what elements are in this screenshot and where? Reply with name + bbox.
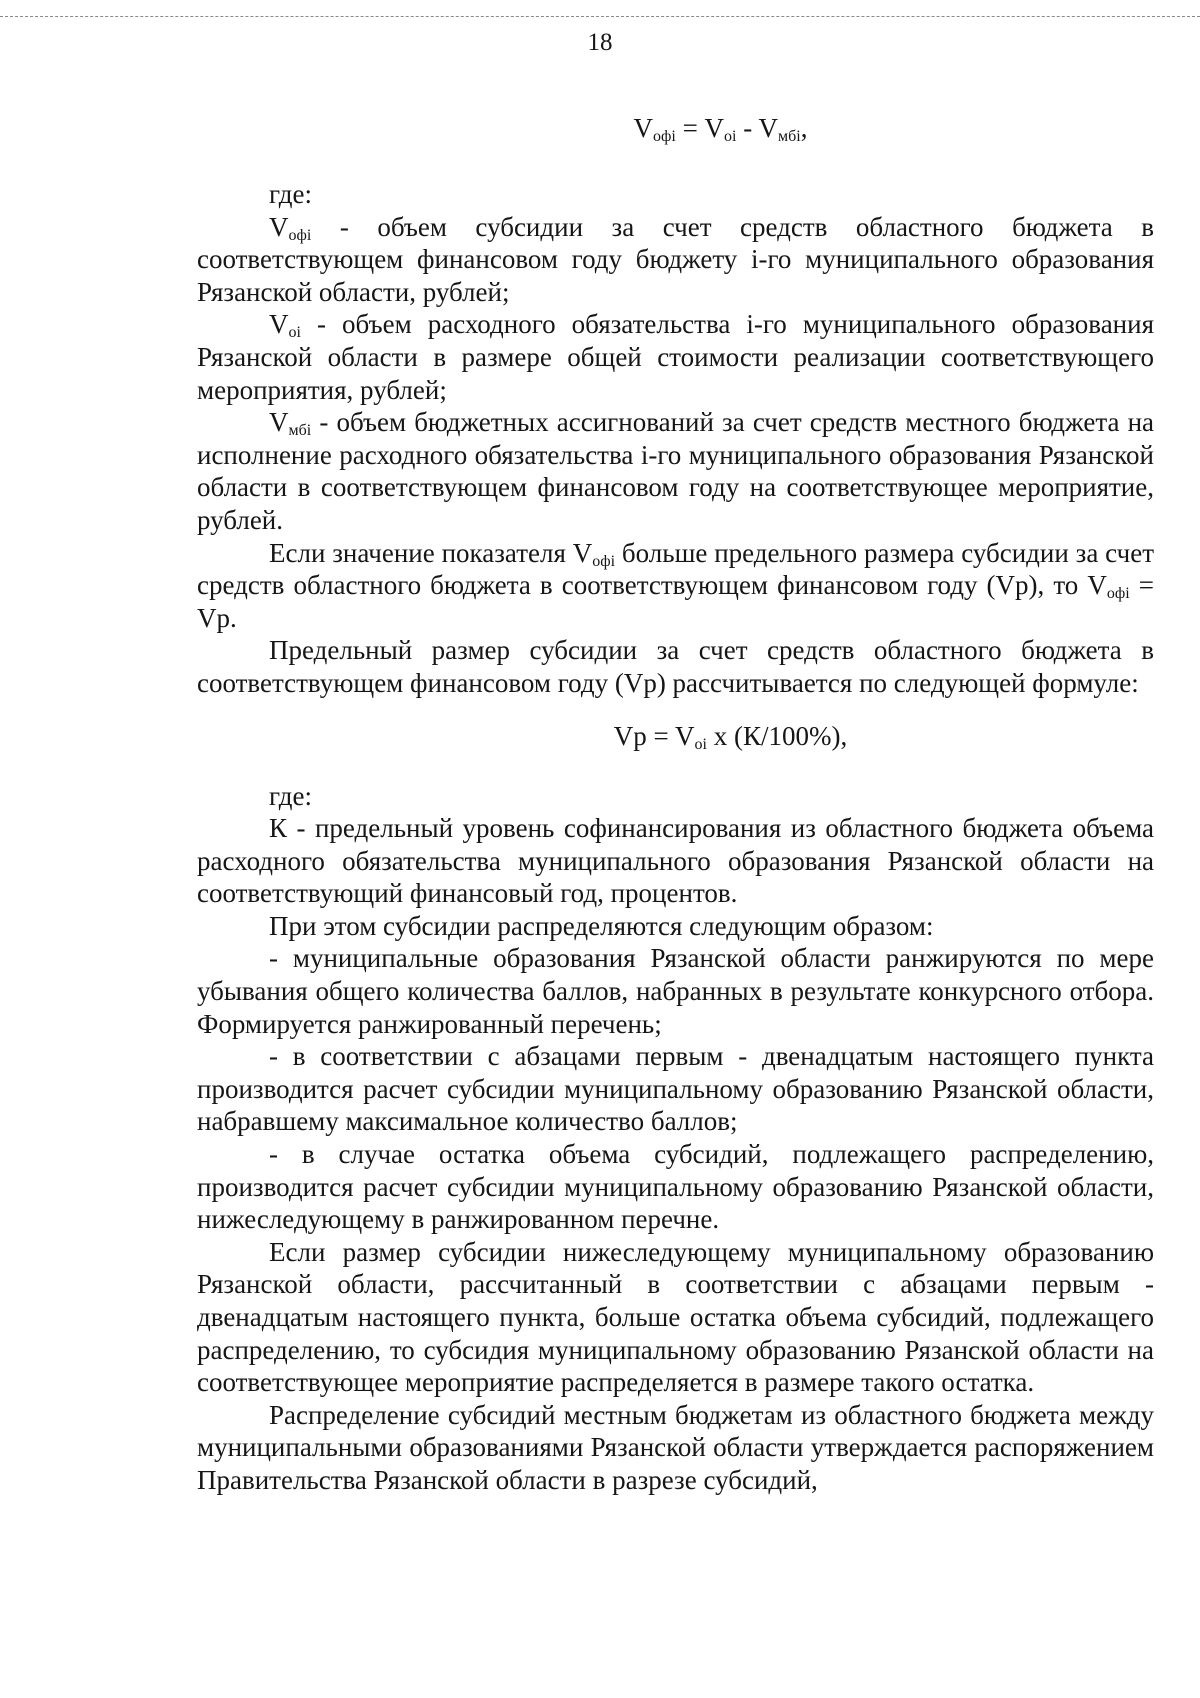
page-number: 18 xyxy=(587,29,613,56)
formula-subsidy-volume xyxy=(197,112,1154,178)
definition-voi xyxy=(197,308,1154,406)
paragraph-formula-intro: Предельный размер субсидии за счет средств областного бюджета в соответствующем финансовом году (Vp) рассчитывается по следующей формуле: xyxy=(197,635,1154,698)
definition-subscript: мбі xyxy=(288,422,312,440)
definition-vmbi xyxy=(197,406,1154,536)
where-label: где: xyxy=(269,780,312,811)
scan-edge-line xyxy=(0,16,1200,17)
formula-symbol: V xyxy=(704,113,725,143)
formula-limit-size xyxy=(197,720,1154,780)
paragraph-subscript: офі xyxy=(592,552,616,570)
definition-subscript: офі xyxy=(288,226,312,244)
paragraph-limit-condition xyxy=(197,537,1154,635)
definition-symbol: V xyxy=(269,211,289,242)
paragraph-text: Если значение показателя V xyxy=(269,537,593,568)
formula-symbol: V xyxy=(758,113,779,143)
definition-text: - объем бюджетных ассигнований за счет средств местного бюджета на исполнение расходного обязательства i-го муниципального образования Рязанской области в соответствующем финансовом году на соответствующее мероприятие, рублей. xyxy=(197,407,1154,535)
paragraph-text: = Vp. xyxy=(197,570,1154,633)
definition-symbol: V xyxy=(269,407,289,438)
formula-subscript: мбі xyxy=(778,128,801,145)
paragraph-remainder: Если размер субсидии нижеследующему муниципальному образованию Рязанской области, рассчитанный в соответствии с абзацами первым - двенадцатым настоящего пункта, больше остатка объема субсидий, подлежащего распределению, то субсидия муниципальному образованию Рязанской области на соответствующее мероприятие распределяется в размере такого остатка. xyxy=(197,1236,1154,1398)
paragraph-text: больше предельного размера субсидии за счет средств областного бюджета в соответствующем финансовом году (Vp), то V xyxy=(197,537,1154,601)
definition-text: - объем расходного обязательства i-го муниципального образования Рязанской области в размере общей стоимости реализации соответствующего мероприятия, рублей; xyxy=(197,309,1154,405)
formula-subscript: oi xyxy=(724,128,737,145)
distribution-bullet: - муниципальные образования Рязанской области ранжируются по мере убывания общего количества баллов, набранных в результате конкурсного отбора. Формируется ранжированный перечень; xyxy=(197,943,1154,1039)
formula-subscript: oi xyxy=(694,735,707,753)
paragraph-subscript: офі xyxy=(1106,585,1130,603)
formula-expression: x (К/100%), xyxy=(706,720,848,751)
formula-symbol: V xyxy=(633,113,653,143)
definition-vofi xyxy=(197,211,1154,309)
formula-subscript: офі xyxy=(653,128,676,145)
definition-symbol: V xyxy=(269,309,289,340)
distribution-bullet: - в соответствии с абзацами первым - двенадцатым настоящего пункта производится расчет субсидии муниципальному образованию Рязанской области, набравшему максимальное количество баллов; xyxy=(197,1041,1154,1137)
paragraph-final: Распределение субсидий местным бюджетам из областного бюджета между муниципальными образованиями Рязанской области утверждается распоряжением Правительства Рязанской области в разрезе субсидий, xyxy=(197,1399,1154,1495)
document-body xyxy=(197,112,1154,1497)
formula-expression: Vp = V xyxy=(613,720,695,751)
formula-operator: - xyxy=(736,113,759,143)
formula-punctuation: , xyxy=(800,113,808,143)
definition-k: К - предельный уровень софинансирования из областного бюджета объема расходного обязательства муниципального образования Рязанской области на соответствующий финансовый год, процентов. xyxy=(197,813,1154,909)
distribution-intro: При этом субсидии распределяются следующим образом: xyxy=(269,910,934,941)
formula-operator: = xyxy=(675,113,705,143)
where-label: где: xyxy=(269,179,312,209)
definition-subscript: oi xyxy=(288,324,301,342)
distribution-bullet: - в случае остатка объема субсидий, подлежащего распределению, производится расчет субсидии муниципальному образованию Рязанской области, нижеследующему в ранжированном перечне. xyxy=(197,1139,1154,1235)
definition-text: - объем субсидии за счет средств областного бюджета в соответствующем финансовом году бюджету i-го муниципального образования Рязанской области, рублей; xyxy=(197,211,1154,307)
